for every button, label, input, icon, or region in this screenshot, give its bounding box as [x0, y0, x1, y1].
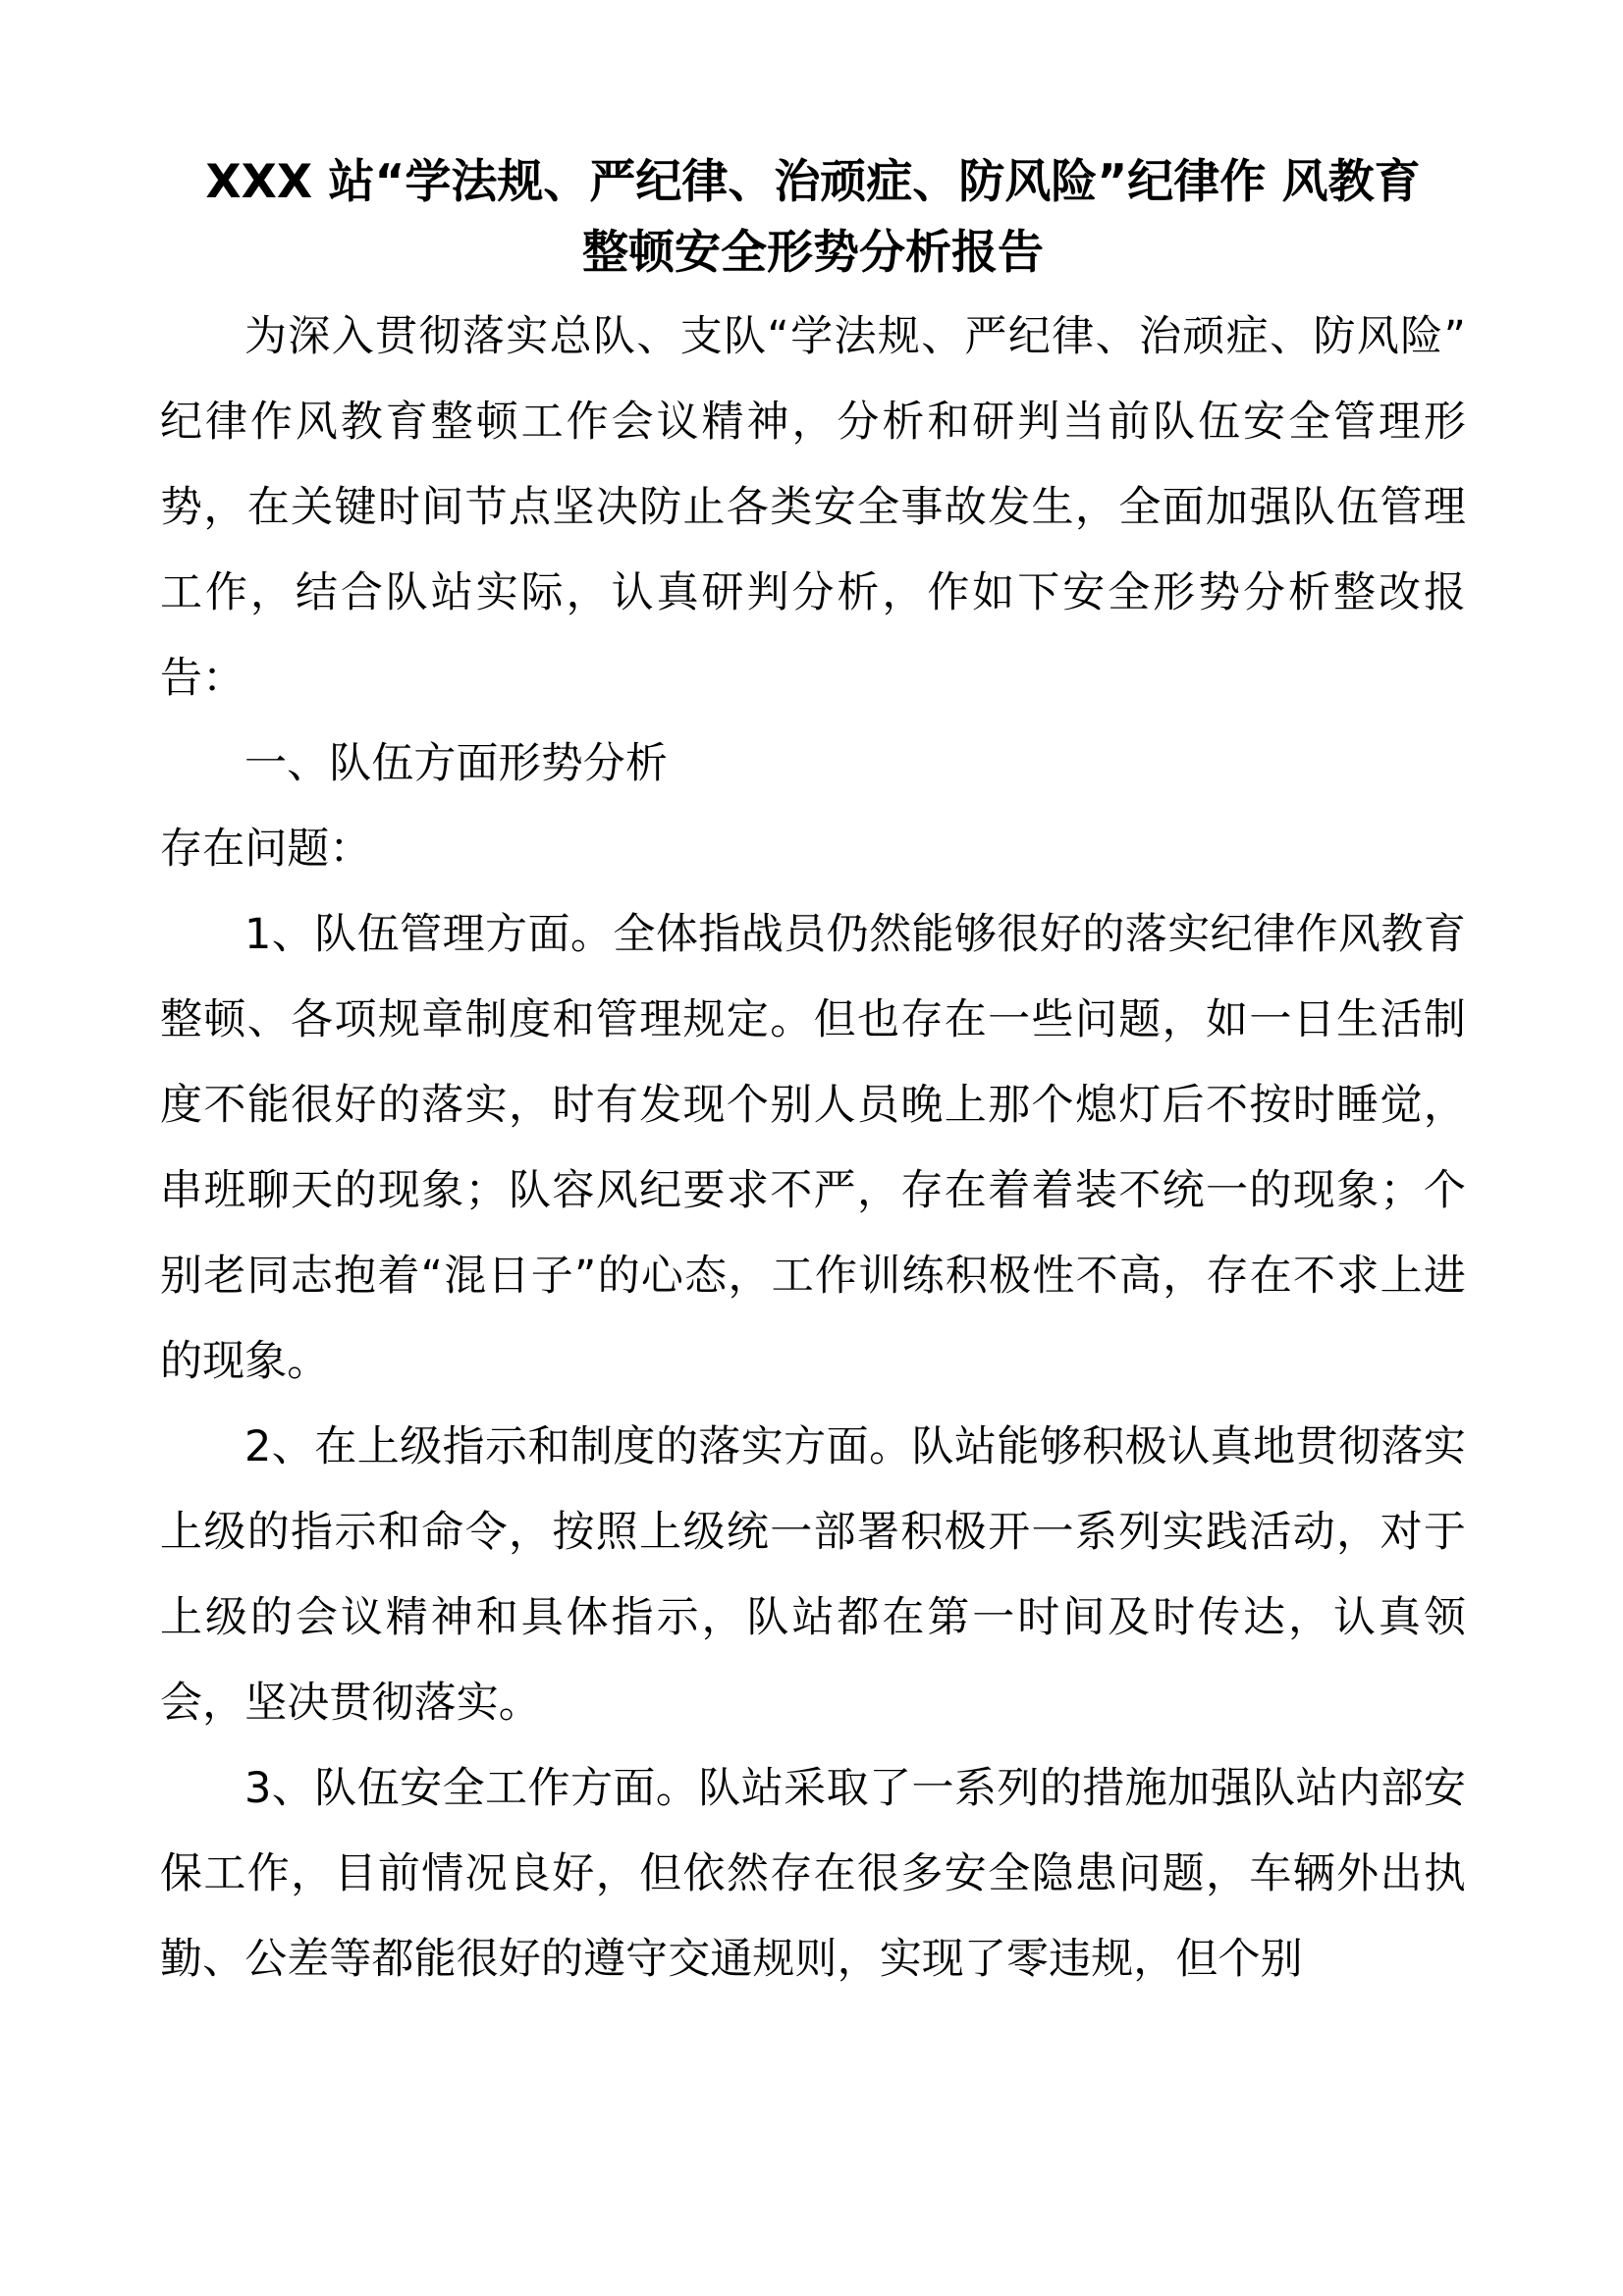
title-line-1: XXX 站“学法规、严纪律、治顽症、防风险”纪律作 [205, 155, 1267, 209]
title-line-2: 风教育整顿安全形势分析报告 [582, 155, 1421, 280]
page-content-area [160, 147, 1466, 2002]
list-item-3: 3、队伍安全工作方面。队站采取了一系列的措施加强队站内部安保工作，目前情况良好，但依然存在很多安全隐患问题，车辆外出执勤、公差等都能很好的遵守交通规则，实现了零违规，但个别 [160, 1764, 1466, 1984]
page-title [160, 147, 1466, 289]
list-item-2: 2、在上级指示和制度的落实方面。队站能够积极认真地贯彻落实上级的指示和命令，按照上级统一部署积极开一系列实践活动，对于上级的会议精神和具体指示，队站都在第一时间及时传达，认真领会，坚决贯彻落实。 [160, 1422, 1466, 1728]
section-heading-one: 一、队伍方面形势分析 [244, 739, 668, 788]
list-item-1: 1、队伍管理方面。全体指战员仍然能够很好的落实纪律作风教育整顿、各项规章制度和管理规定。但也存在一些问题，如一日生活制度不能很好的落实，时有发现个别人员晚上那个熄灯后不按时睡觉，串班聊天的现象；队容风纪要求不严，存在着着装不统一的现象；个别老同志抱着“混日子”的心态，工作训练积极性不高，存在不求上进的现象。 [160, 910, 1466, 1386]
existing-problems-label: 存在问题： [160, 825, 372, 874]
intro-paragraph: 为深入贯彻落实总队、支队“学法规、严纪律、治顽症、防风险”纪律作风教育整顿工作会议精神，分析和研判当前队伍安全管理形势，在关键时间节点坚决防止各类安全事故发生，全面加强队伍管理工作，结合队站实际，认真研判分析，作如下安全形势分析整改报告： [160, 312, 1466, 703]
